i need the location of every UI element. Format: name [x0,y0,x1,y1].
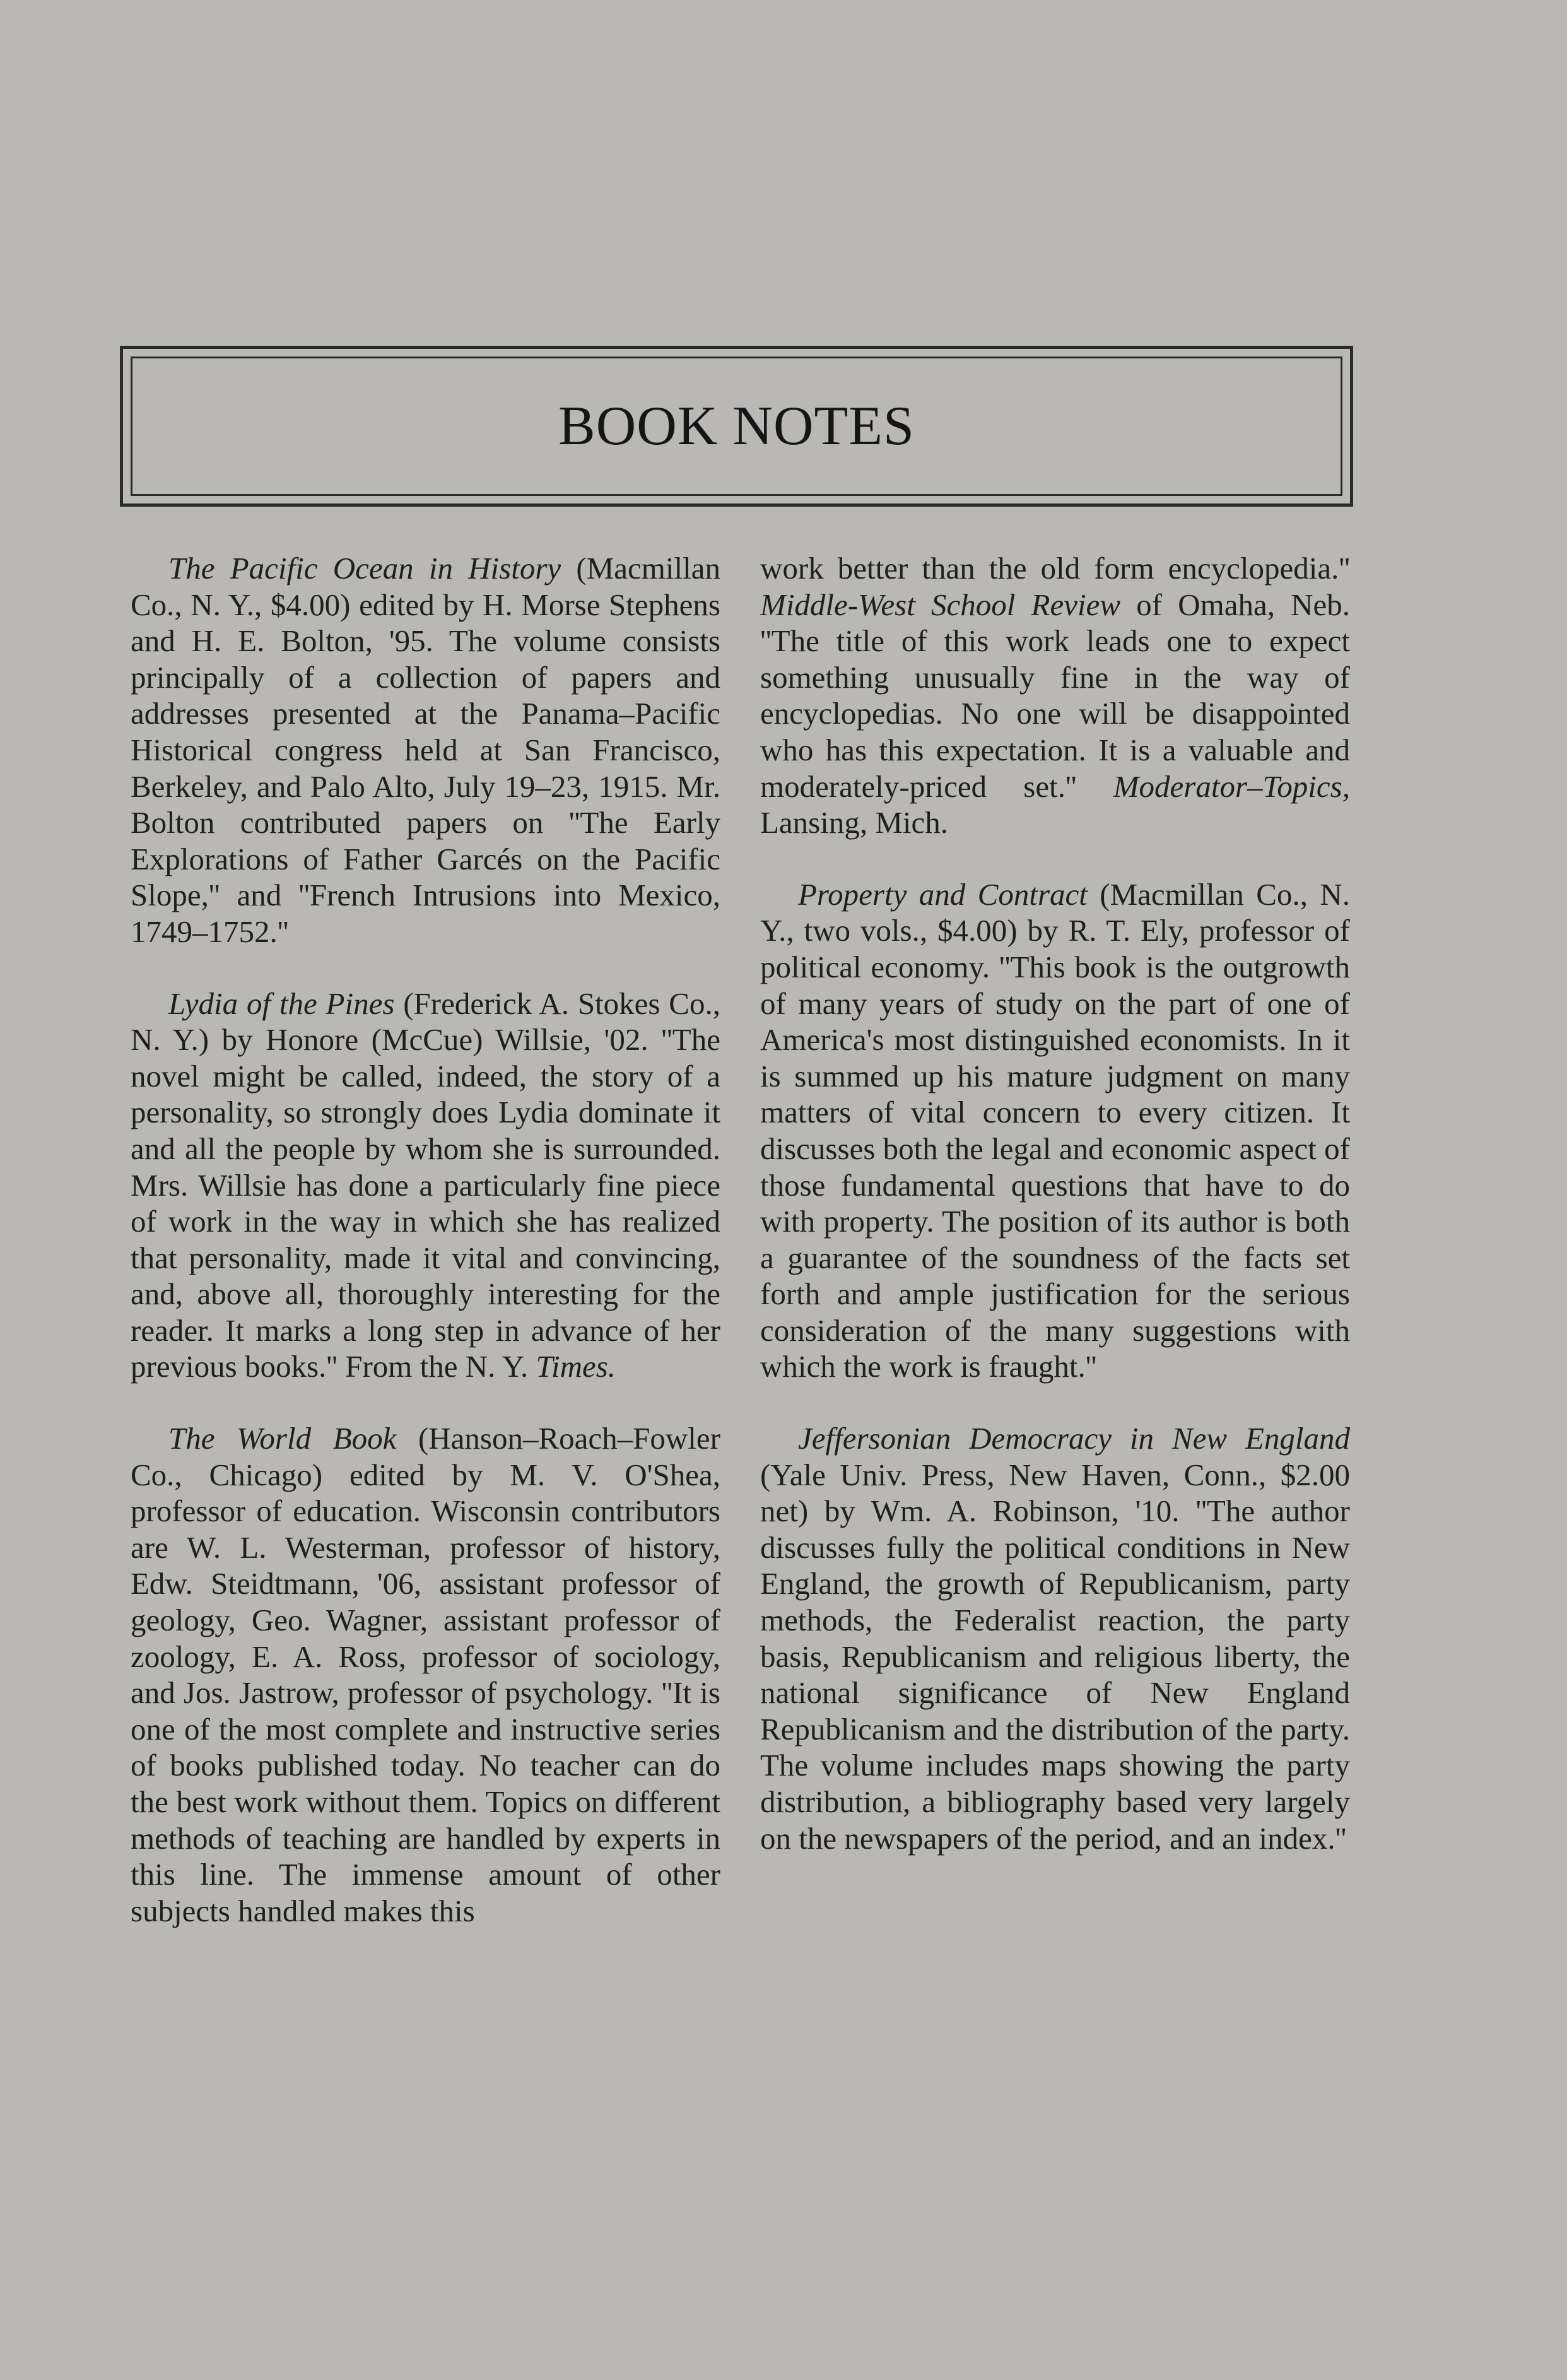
header-box [120,346,1353,507]
book-note-world-book-continued [760,550,1350,841]
left-column [131,550,720,1964]
book-note-text: (Yale Univ. Press, New Haven, Conn., $2.00 net) by Wm. A. Robinson, '10. ''The author discusses fully the political conditions in New England, the growth of Republicanism, party methods, the Federalist reaction, the party basis, Republicanism and religious liberty, the national significance of New England Republicanism and the distribution of the party. The volume includes maps showing the party distribution, a bibliography based very largely on the newspapers of the period, and an index.'' [760,1457,1350,1856]
book-note-jeffersonian-democracy [760,1420,1350,1856]
book-note-lydia [131,986,720,1386]
book-title: The World Book [168,1421,397,1456]
book-note-text: work better than the old form encyclopedia.'' [760,551,1350,586]
book-note-text: (Hanson–Roach–Fowler Co., Chicago) edited by M. V. O'Shea, professor of education. Wisconsin contributors are W. L. Westerman, professor of history, Edw. Steidtmann, '06, assistant professor of geology, Geo. Wagner, assistant professor of zoology, E. A. Ross, professor of sociology, and Jos. Jastrow, professor of psychology. ''It is one of the most complete and instructive series of books published today. No teacher can do the best work without them. Topics on different methods of teaching are handled by experts in this line. The immense amount of other subjects handled makes this [131,1421,720,1928]
book-note-world-book [131,1420,720,1929]
book-note-text: (Macmillan Co., N. Y., $4.00) edited by H. Morse Stephens and H. E. Bolton, '95. The volume consists principally of a collection of papers and addresses presented at the Panama–Pacific Historical congress held at San Francisco, Berkeley, and Palo Alto, July 19–23, 1915. Mr. Bolton contributed papers on ''The Early Explorations of Father Garcés on the Pacific Slope,'' and ''French Intrusions into Mexico, 1749–1752.'' [131,551,720,949]
quote-source: Middle-West School Review [760,587,1121,622]
header-inner-frame [131,356,1342,496]
book-note-text: (Macmillan Co., N. Y., two vols., $4.00) by R. T. Ely, professor of political economy. ''This book is the outgrowth of many years of study on the part of one of America's most distinguished economists. In it is summed up his mature judgment on many matters of vital concern to every citizen. It discusses both the legal and economic aspect of those fundamental questions that have to do with property. The position of its author is both a guarantee of the soundness of the facts set forth and ample justification for the serious consideration of the many suggestions with which the work is fraught.'' [760,876,1350,1384]
quote-source: Times. [536,1349,616,1384]
right-column [760,550,1350,1892]
page-title: BOOK NOTES [558,396,915,457]
book-title: The Pacific Ocean in History [168,551,561,586]
book-title: Property and Contract [798,876,1088,912]
book-title: Jeffersonian Democracy in New England [798,1421,1350,1456]
book-title: Lydia of the Pines [168,986,395,1021]
book-note-text: Lansing, Mich. [760,805,949,840]
book-note-property-contract [760,876,1350,1385]
quote-source: Moderator–Topics, [1113,769,1350,804]
book-note-text: (Frederick A. Stokes Co., N. Y.) by Honore (McCue) Willsie, '02. ''The novel might be called, indeed, the story of a personality, so strongly does Lydia dominate it and all the people by whom she is surrounded. Mrs. Willsie has done a particularly fine piece of work in the way in which she has realized that personality, made it vital and convincing, and, above all, thoroughly interesting for the reader. It marks a long step in advance of her previous books.'' From the N. Y. [131,986,720,1384]
book-note-pacific-ocean [131,550,720,950]
book-note-text: of Omaha, Neb. ''The title of this work leads one to expect something unusually fine in the way of encyclopedias. No one will be disappointed who has this expectation. It is a valuable and moderately-priced set.'' [760,587,1351,804]
